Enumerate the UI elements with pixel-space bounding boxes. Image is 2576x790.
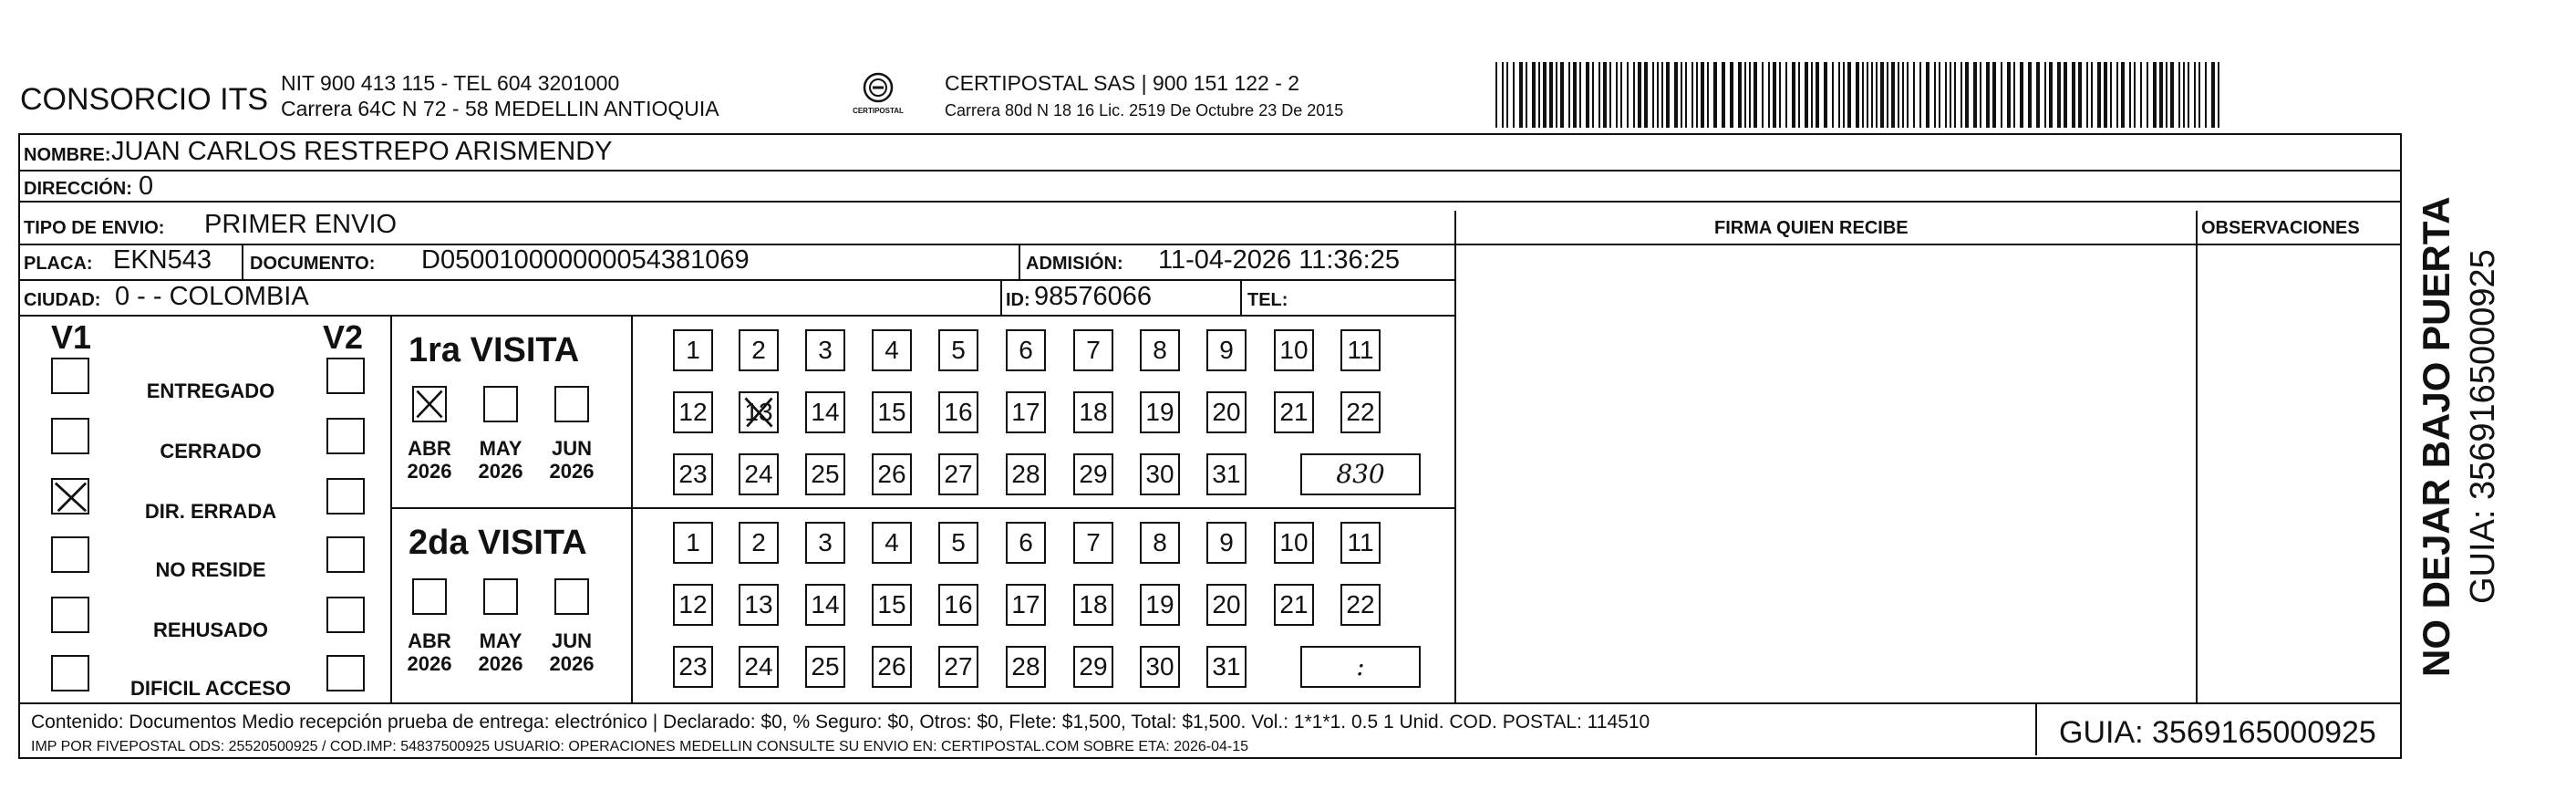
company-name: CONSORCIO ITS — [20, 82, 269, 117]
day-box[interactable]: 17 — [1006, 584, 1046, 626]
certipostal-logo — [853, 69, 904, 120]
documento-value: D050010000000054381069 — [421, 245, 750, 275]
day-box[interactable]: 28 — [1006, 453, 1046, 495]
status-label: ENTREGADO — [146, 379, 275, 402]
day-box[interactable]: 30 — [1140, 646, 1180, 688]
day-box[interactable]: 7 — [1073, 329, 1113, 371]
v1-checkbox[interactable] — [51, 358, 89, 394]
day-box[interactable]: 24 — [739, 646, 779, 688]
day-box[interactable]: 6 — [1006, 329, 1046, 371]
visit-title: 1ra VISITA — [409, 331, 580, 369]
month-label: MAY 2026 — [478, 629, 523, 676]
admision-value: 11-04-2026 11:36:25 — [1158, 245, 1400, 275]
tel-label: TEL: — [1247, 290, 1288, 310]
day-box[interactable]: 3 — [805, 522, 845, 564]
day-box[interactable]: 8 — [1140, 329, 1180, 371]
day-box[interactable]: 2 — [739, 522, 779, 564]
day-box[interactable]: 13 — [739, 584, 779, 626]
month-checkbox[interactable] — [483, 578, 518, 615]
month-checkbox[interactable] — [554, 386, 589, 422]
day-box[interactable]: 23 — [673, 453, 713, 495]
day-box[interactable]: 16 — [938, 391, 978, 433]
day-box[interactable]: 18 — [1073, 584, 1113, 626]
v2-checkbox[interactable] — [326, 536, 365, 573]
day-box[interactable]: 5 — [938, 522, 978, 564]
day-box[interactable]: 24 — [739, 453, 779, 495]
ciudad-value: 0 - - COLOMBIA — [115, 282, 309, 311]
day-box[interactable]: 10 — [1274, 522, 1314, 564]
day-box[interactable]: 13 — [739, 391, 779, 433]
guia-footer: GUIA: 3569165000925 — [2059, 715, 2376, 750]
day-box[interactable]: 1 — [673, 329, 713, 371]
day-box[interactable]: 6 — [1006, 522, 1046, 564]
day-box[interactable]: 21 — [1274, 584, 1314, 626]
day-box[interactable]: 10 — [1274, 329, 1314, 371]
direccion-label: DIRECCIÓN: — [24, 179, 132, 199]
direccion-value: 0 — [139, 172, 154, 201]
day-box[interactable]: 31 — [1206, 646, 1247, 688]
status-label: REHUSADO — [153, 618, 268, 641]
day-box[interactable]: 22 — [1340, 391, 1381, 433]
day-box[interactable]: 15 — [872, 584, 912, 626]
v2-checkbox[interactable] — [326, 597, 365, 633]
placa-label: PLACA: — [24, 254, 93, 274]
tipo-envio-label: TIPO DE ENVIO: — [24, 218, 165, 238]
v1-checkbox[interactable] — [51, 418, 89, 454]
ciudad-label: CIUDAD: — [24, 290, 101, 310]
tracking-barcode — [1495, 62, 2225, 130]
day-box[interactable]: 16 — [938, 584, 978, 626]
day-box[interactable]: 14 — [805, 584, 845, 626]
v2-checkbox[interactable] — [326, 478, 365, 515]
status-label: DIFICIL ACCESO — [129, 677, 291, 700]
day-box[interactable]: 29 — [1073, 453, 1113, 495]
v1-checkbox[interactable] — [51, 478, 89, 515]
day-box[interactable]: 9 — [1206, 329, 1247, 371]
day-box[interactable]: 3 — [805, 329, 845, 371]
carrier-license: Carrera 80d N 18 16 Lic. 2519 De Octubre 23 De 2015 — [945, 101, 1344, 120]
day-box[interactable]: 15 — [872, 391, 912, 433]
status-label: NO RESIDE — [155, 558, 266, 581]
month-checkbox[interactable] — [412, 578, 447, 615]
v2-label: V2 — [323, 318, 364, 356]
placa-value: EKN543 — [113, 245, 212, 275]
month-label: MAY 2026 — [478, 437, 523, 483]
month-checkbox[interactable] — [554, 578, 589, 615]
day-box[interactable]: 9 — [1206, 522, 1247, 564]
v2-checkbox[interactable] — [326, 655, 365, 691]
day-box[interactable]: 12 — [673, 584, 713, 626]
v1-checkbox[interactable] — [51, 597, 89, 633]
time-box[interactable]: : — [1300, 646, 1421, 688]
time-box[interactable]: 830 — [1300, 453, 1421, 495]
day-box[interactable]: 4 — [872, 522, 912, 564]
day-box[interactable]: 7 — [1073, 522, 1113, 564]
day-box[interactable]: 12 — [673, 391, 713, 433]
day-box[interactable]: 19 — [1140, 584, 1180, 626]
day-box[interactable]: 8 — [1140, 522, 1180, 564]
id-label: ID: — [1006, 290, 1030, 310]
contenido-text: Contenido: Documentos Medio recepción prueba de entrega: electrónico | Declarado: $0, % Seguro: $0, Otros: $0, Flete: $1,500, Total: $1,500. Vol.: 1*1*1. 0.5 1 Unid. COD. POSTAL: 114510 — [31, 712, 1650, 733]
day-box[interactable]: 27 — [938, 646, 978, 688]
nombre-value: JUAN CARLOS RESTREPO ARISMENDY — [111, 137, 613, 166]
day-box[interactable]: 26 — [872, 646, 912, 688]
day-box[interactable]: 17 — [1006, 391, 1046, 433]
firma-label: FIRMA QUIEN RECIBE — [1714, 218, 1909, 238]
day-box[interactable]: 14 — [805, 391, 845, 433]
month-label: JUN 2026 — [549, 629, 595, 676]
day-box[interactable]: 20 — [1206, 391, 1247, 433]
carrier-name: CERTIPOSTAL SAS | 900 151 122 - 2 — [945, 71, 1300, 95]
v2-checkbox[interactable] — [326, 358, 365, 394]
month-label: ABR 2026 — [407, 437, 452, 483]
day-box[interactable]: 5 — [938, 329, 978, 371]
day-box[interactable]: 11 — [1340, 329, 1381, 371]
status-label: CERRADO — [160, 440, 262, 463]
v1-checkbox[interactable] — [51, 655, 89, 691]
month-label: JUN 2026 — [549, 437, 595, 483]
observaciones-label: OBSERVACIONES — [2201, 218, 2360, 238]
no-dejar-warning: NO DEJAR BAJO PUERTA — [2415, 196, 2457, 677]
company-address: Carrera 64C N 72 - 58 MEDELLIN ANTIOQUIA — [281, 97, 719, 120]
day-box[interactable]: 29 — [1073, 646, 1113, 688]
imp-text: IMP POR FIVEPOSTAL ODS: 25520500925 / COD.IMP: 54837500925 USUARIO: OPERACIONES MEDELLIN CONSULTE SU ENVIO EN: CERTIPOSTAL.COM SOBRE ETA: 2026-04-15 — [31, 739, 1248, 754]
status-label: DIR. ERRADA — [144, 500, 277, 523]
day-box[interactable]: 21 — [1274, 391, 1314, 433]
day-box[interactable]: 19 — [1140, 391, 1180, 433]
id-value: 98576066 — [1034, 282, 1153, 311]
nombre-label: NOMBRE: — [24, 145, 111, 165]
day-box[interactable]: 22 — [1340, 584, 1381, 626]
day-box[interactable]: 25 — [805, 453, 845, 495]
day-box[interactable]: 27 — [938, 453, 978, 495]
svg-text:CERTIPOSTAL: CERTIPOSTAL — [853, 107, 904, 115]
visit-title: 2da VISITA — [409, 524, 587, 562]
day-box[interactable]: 20 — [1206, 584, 1247, 626]
day-box[interactable]: 31 — [1206, 453, 1247, 495]
tipo-envio-value: PRIMER ENVIO — [204, 210, 398, 239]
admision-label: ADMISIÓN: — [1026, 254, 1123, 274]
day-box[interactable]: 11 — [1340, 522, 1381, 564]
day-box[interactable]: 2 — [739, 329, 779, 371]
company-nit: NIT 900 413 115 - TEL 604 3201000 — [281, 71, 620, 95]
month-label: ABR 2026 — [407, 629, 452, 676]
day-box[interactable]: 26 — [872, 453, 912, 495]
documento-label: DOCUMENTO: — [250, 254, 376, 274]
day-box[interactable]: 4 — [872, 329, 912, 371]
v1-checkbox[interactable] — [51, 536, 89, 573]
month-checkbox[interactable] — [483, 386, 518, 422]
day-box[interactable]: 1 — [673, 522, 713, 564]
day-box[interactable]: 25 — [805, 646, 845, 688]
day-box[interactable]: 28 — [1006, 646, 1046, 688]
v2-checkbox[interactable] — [326, 418, 365, 454]
side-guia: GUIA: 3569165000925 — [2464, 249, 2502, 604]
v1-label: V1 — [51, 318, 92, 356]
day-box[interactable]: 18 — [1073, 391, 1113, 433]
month-checkbox[interactable] — [412, 386, 447, 422]
day-box[interactable]: 30 — [1140, 453, 1180, 495]
day-box[interactable]: 23 — [673, 646, 713, 688]
